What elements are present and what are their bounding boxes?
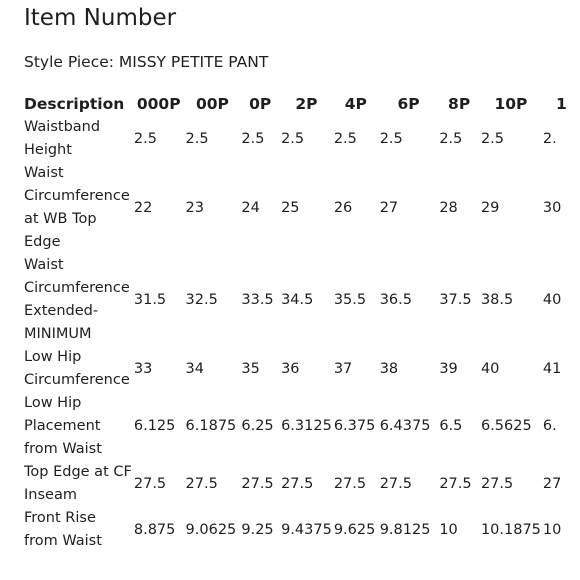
measurement-cell: 2.5 [379,130,403,147]
table-row [22,116,580,162]
measurement-cell: 27.5 [333,475,367,492]
measurement-cell: 6. [542,418,557,434]
measurement-cell: 2.5 [439,130,463,147]
measurement-cell: 40 [542,291,562,308]
measurement-cell: 6.125 [133,418,176,434]
measurement-cell: 27.5 [379,475,412,492]
measurement-cell: 6.3125 [281,418,332,434]
table-row [22,162,580,254]
measurement-cell: 24 [241,199,260,216]
measurement-cell: 27.5 [480,475,514,492]
measurement-cell: 6.4375 [379,418,431,434]
measurement-cell: 31.5 [133,291,167,308]
measurement-cell: 27 [379,199,399,216]
measurement-cell: 38.5 [480,291,514,308]
measurement-cell: 28 [439,199,458,216]
measurement-cell: 40 [480,360,500,377]
measurement-cell: 2. [542,130,557,147]
measurement-cell: 2.5 [185,130,209,147]
row-description: Waist Circumference at WB Top Edge [24,165,130,250]
measurement-cell: 33.5 [241,291,274,308]
measurement-cell: 37.5 [439,291,472,308]
table-row [22,392,580,461]
measurement-cell: 27.5 [281,475,314,492]
measurement-cell: 2.5 [133,130,157,147]
table-row [22,254,580,346]
column-header-description: Description [24,94,125,113]
measurement-cell: 34 [185,360,204,377]
table-row [22,507,580,553]
row-description: Top Edge at CF Inseam [24,464,132,503]
measurement-cell: 9.25 [241,521,274,538]
measurement-cell: 26 [333,199,353,216]
measurement-cell: 36 [281,360,300,377]
measurement-cell: 10.1875 [480,521,541,538]
measurement-cell: 6.1875 [185,418,237,434]
row-description: Waist Circumference Extended-MINIMUM [24,257,130,342]
measurement-cell: 27.5 [241,475,274,492]
measurement-cell: 6.25 [241,418,274,434]
table-row [22,461,580,507]
measurement-cell: 6.5625 [480,418,532,434]
measurement-cell: 10 [542,521,562,538]
measurement-cell: 23 [185,199,204,216]
measurement-cell: 9.0625 [185,521,237,538]
style-piece-label: Style Piece: MISSY PETITE PANT [24,53,269,71]
column-header-size: 8P [448,94,471,113]
row-description: Low Hip Placement from Waist [24,395,102,457]
measurement-cell: 9.625 [333,521,376,538]
row-description: Low Hip Circumference [24,349,130,388]
measurement-cell: 35 [241,360,260,377]
measurement-cell: 2.5 [333,130,357,147]
column-header-size: 000P [136,94,181,113]
measurement-cell: 27.5 [133,475,167,492]
measurement-cell: 9.4375 [281,521,332,538]
measurement-cell: 32.5 [185,291,218,308]
measurement-cell: 22 [133,199,153,216]
measurement-cell: 35.5 [333,291,367,308]
column-header-size: 6P [397,94,420,113]
column-header-size: 2P [295,94,318,113]
measurement-cell: 2.5 [480,130,504,147]
measurement-cell: 27.5 [185,475,218,492]
measurement-cell: 27.5 [439,475,472,492]
row-description: Waistband Height [24,119,101,158]
measurement-cell: 2.5 [241,130,265,147]
column-header-size: 00P [195,94,229,113]
table-row [22,346,580,392]
measurement-cell: 8.875 [133,521,176,538]
row-description: Front Rise from Waist [24,510,102,549]
measurement-cell: 37 [333,360,353,377]
measurement-cell: 29 [480,199,500,216]
measurement-cell: 9.8125 [379,521,431,538]
measurement-cell: 33 [133,360,153,377]
measurement-cell: 2.5 [281,130,305,147]
column-header-size: 4P [344,94,367,113]
measurement-cell: 34.5 [281,291,314,308]
measurement-cell: 10 [439,521,458,538]
measurement-cell: 6.5 [439,418,463,434]
measurement-cell: 6.375 [333,418,376,434]
page-title: Item Number [24,5,177,31]
measurement-cell: 38 [379,360,399,377]
measurement-cell: 30 [542,199,562,216]
measurement-cell: 36.5 [379,291,412,308]
measurement-cell: 39 [439,360,458,377]
measurement-cell: 41 [542,360,562,377]
measurement-cell: 25 [281,199,300,216]
column-header-size: 10P [494,94,528,113]
column-header-size: 0P [249,94,272,113]
size-spec-table [22,92,580,553]
column-header-size: 1 [556,94,567,113]
table-body [22,116,580,553]
table-header-row [22,92,580,116]
measurement-cell: 27 [542,475,562,492]
